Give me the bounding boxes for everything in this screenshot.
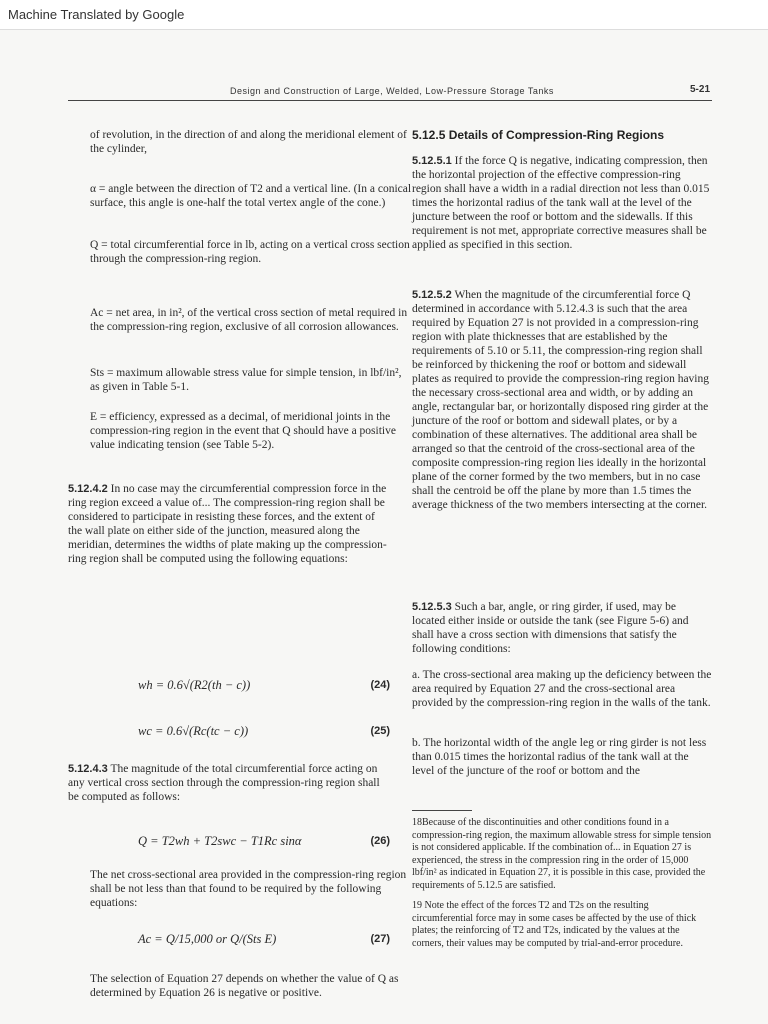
equation-text: Q = T2wh + T2swc − T1Rc sinα xyxy=(138,834,302,848)
section-title: 5.12.5 Details of Compression-Ring Regions xyxy=(412,128,665,142)
paragraph-text: In no case may the circumferential compression force in the ring region exceed a value of... The compression-ring region shall be considered to participate in resisting these forces, and the extent of the wall plate on either side of the junction, measured along the meridian, determines the widths of plate making up the compression-ring region shall be computed using the following equations: xyxy=(68,483,387,565)
paragraph-number: 5.12.4.3 xyxy=(68,763,108,775)
equation-number: (26) xyxy=(370,835,390,847)
list-item-a: a. The cross-sectional area making up the deficiency between the area required by Equation 27 and the cross-sectional area provided by the compression-ring region in the walls of the tank. xyxy=(412,669,712,709)
paragraph-5-12-4-3 xyxy=(68,762,390,804)
paragraph-5-12-5-2 xyxy=(412,288,712,512)
page-number: 5-21 xyxy=(689,84,710,95)
paragraph-choice: The selection of Equation 27 depends on whether the value of Q as determined by Equation 26 is negative or positive. xyxy=(90,973,399,999)
paragraph-5-12-5-3 xyxy=(412,600,712,656)
definition-q: Q = total circumferential force in lb, acting on a vertical cross section through the compression-ring region. xyxy=(90,239,410,265)
paragraph-5-12-4-2 xyxy=(68,482,390,566)
equation-text: Ac = Q/15,000 or Q/(Sts E) xyxy=(138,932,277,946)
paragraph-number: 5.12.4.2 xyxy=(68,483,108,495)
definition-continuation: of revolution, in the direction of and along the meridional element of the cylinder, xyxy=(90,129,407,155)
paragraph-number: 5.12.5.1 xyxy=(412,155,452,167)
paragraph-text: The magnitude of the total circumferential force acting on any vertical cross section through the compression-ring region shall be computed as follows: xyxy=(68,763,380,803)
definition-alpha: α = angle between the direction of T2 and a vertical line. (In a conical surface, this angle is one-half the total vertex angle of the cone.) xyxy=(90,183,412,209)
paragraph-number: 5.12.5.2 xyxy=(412,289,452,301)
definition-e: E = efficiency, expressed as a decimal, of meridional joints in the compression-ring region in the event that Q should have a positive value indicating tension (see Table 5-2). xyxy=(90,411,396,451)
header-rule xyxy=(68,100,712,101)
paragraph-text: Such a bar, angle, or ring girder, if used, may be located either inside or outside the tank (see Figure 5-6) and shall have a cross section with dimensions that satisfy the following conditions: xyxy=(412,601,689,655)
equation-number: (25) xyxy=(370,725,390,737)
paragraph-number: 5.12.5.3 xyxy=(412,601,452,613)
definition-sts: Sts = maximum allowable stress value for simple tension, in lbf/in², as given in Table 5-1. xyxy=(90,367,402,393)
translation-banner xyxy=(0,0,768,30)
footnote-18: 18Because of the discontinuities and other conditions found in a compression-ring region, the maximum allowable stress for simple tension is not considered applicable. If the combination of... in Equation 27 is experienced, the stress in the compression ring in the order of 15,000 lbf/in² as indicated in Equation 27, it is possible in this case, provided the requirements of 5.12.5 are satisfied. xyxy=(412,817,712,891)
footnotes xyxy=(412,810,712,950)
equation-number: (24) xyxy=(370,679,390,691)
paragraph-5-12-5-1 xyxy=(412,154,712,252)
equation-number: (27) xyxy=(370,933,390,945)
paragraph-area: The net cross-sectional area provided in the compression-ring region shall be not less than that found to be required by the following equations: xyxy=(90,869,407,909)
equation-text: wc = 0.6√(Rc(tc − c)) xyxy=(138,724,249,738)
paragraph-text: If the force Q is negative, indicating compression, then the horizontal projection of the effective compression-ring region shall have a width in a radial direction not less than 0.015 times the horizontal radius of the tank wall at the level of the juncture between the roof or bottom and the sidewalls. If this requirement is not met, appropriate corrective measures shall be applied as specified in this section. xyxy=(412,155,710,251)
document-page xyxy=(0,30,768,1024)
footnote-19: 19 Note the effect of the forces T2 and T2s on the resulting circumferential force may in some cases be affected by the use of thick plates; the reinforcing of T2 and T2s, indicated by the values at the corners, their values may be computed by trial-and-error procedure. xyxy=(412,900,697,949)
running-head: Design and Construction of Large, Welded, Low-Pressure Storage Tanks xyxy=(230,86,554,96)
definition-ac: Ac = net area, in in², of the vertical cross section of metal required in the compression-ring region, exclusive of all corrosion allowances. xyxy=(90,307,408,333)
equation-text: wh = 0.6√(R2(th − c)) xyxy=(138,678,251,692)
banner-text: Machine Translated by Google xyxy=(8,7,185,22)
paragraph-text: When the magnitude of the circumferential force Q determined in accordance with 5.12.4.3 is such that the area required by Equation 27 is not provided in a compression-ring region with plate thicknesses that are established by the requirements of 5.10 or 5.11, the compression-ring region shall be reinforced by thickening the roof or bottom and sidewall plates as required to provide the compression-ring region having the necessary cross-sectional area and width, or by adding an angle, rectangular bar, or horizontally disposed ring girder at the juncture of the roof or bottom and sidewall plates, or by a combination of these alternatives. The additional area shall be arranged so that the centroid of the cross-sectional area of the composite compression-ring region lies ideally in the horizontal plane of the corner formed by the two members, but in no case shall the centroid be off the plane by more than 1.5 times the average thickness of the two members intersecting at the corner. xyxy=(412,289,710,511)
footnote-rule xyxy=(412,810,472,811)
list-item-b: b. The horizontal width of the angle leg or ring girder is not less than 0.015 times the horizontal radius of the tank wall at the level of the juncture of the roof or bottom and the xyxy=(412,737,707,777)
